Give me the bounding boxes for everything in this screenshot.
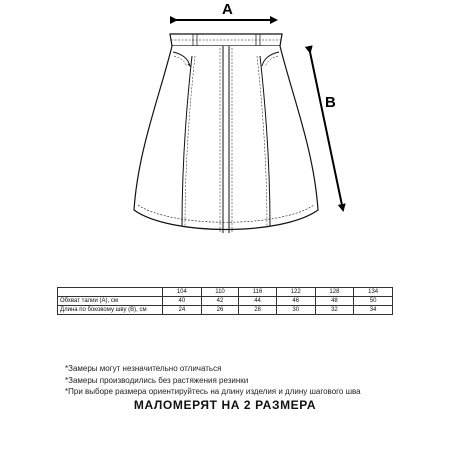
value-cell: 44 — [239, 297, 277, 306]
size-header-row — [58, 288, 393, 297]
value-cell: 28 — [239, 306, 277, 315]
value-cell: 50 — [354, 297, 393, 306]
row-label: Обхват талии (А), см — [58, 297, 163, 306]
size-table — [57, 287, 393, 315]
note-line: *Замеры могут незначительно отличаться — [65, 364, 222, 373]
skirt-outline — [134, 34, 318, 233]
value-cell: 26 — [201, 306, 239, 315]
size-cell: 104 — [163, 288, 202, 297]
value-cell: 34 — [354, 306, 393, 315]
table-row — [58, 306, 393, 315]
size-cell: 116 — [239, 288, 277, 297]
note-line: *При выборе размера ориентируйтесь на длину изделия и длину шагового шва — [65, 387, 361, 396]
value-cell: 24 — [163, 306, 202, 315]
size-warning-banner: МАЛОМЕРЯТ НА 2 РАЗМЕРА — [133, 398, 317, 412]
row-label: Длина по боковому шву (В), см — [58, 306, 163, 315]
value-cell: 46 — [276, 297, 315, 306]
value-cell: 32 — [315, 306, 354, 315]
header-corner-cell — [58, 288, 163, 297]
size-cell: 128 — [315, 288, 354, 297]
value-cell: 42 — [201, 297, 239, 306]
size-cell: 122 — [276, 288, 315, 297]
size-cell: 134 — [354, 288, 393, 297]
value-cell: 30 — [276, 306, 315, 315]
value-cell: 48 — [315, 297, 354, 306]
note-line: *Замеры производились без растяжения резинки — [65, 375, 249, 385]
value-cell: 40 — [163, 297, 202, 306]
table-row — [58, 297, 393, 306]
label-a: A — [222, 1, 233, 18]
measurement-notes — [65, 363, 361, 398]
label-b: B — [325, 94, 336, 111]
size-cell: 110 — [201, 288, 239, 297]
